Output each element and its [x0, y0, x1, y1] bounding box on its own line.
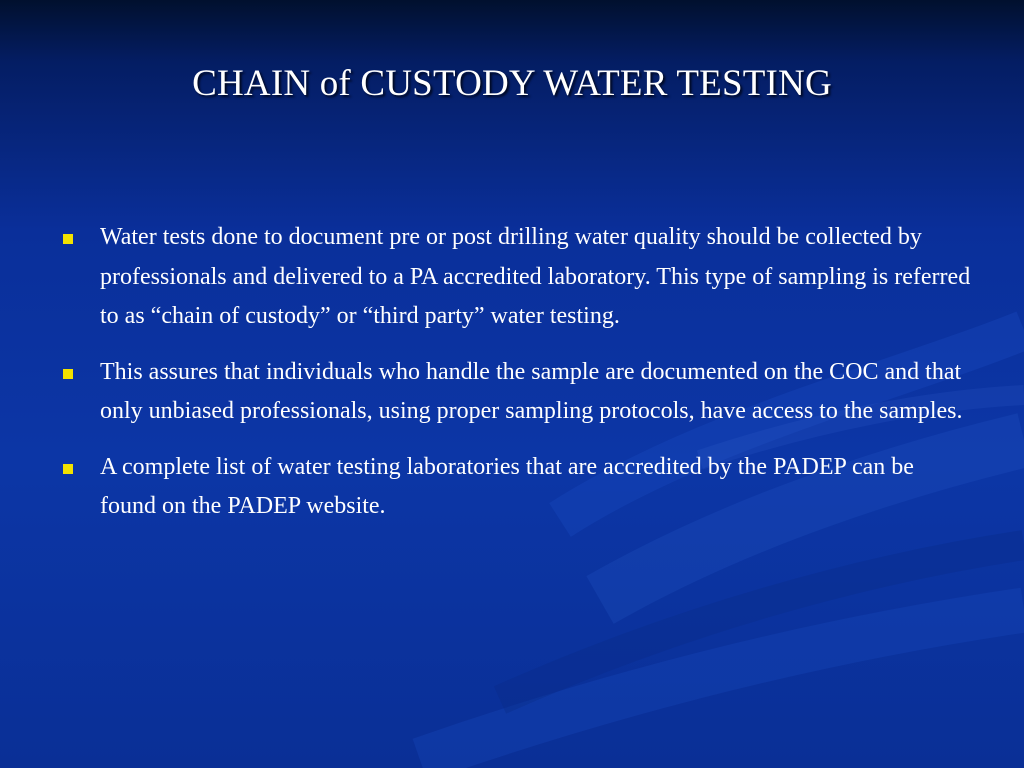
bullet-text: This assures that individuals who handle the sample are documented on the COC and that only unbiased professionals, using proper sampling protocols, have access to the samples. [100, 358, 963, 424]
bullet-text: Water tests done to document pre or post drilling water quality should be collected by professionals and delivered to a PA accredited laboratory. This type of sampling is referred to as “chain of custody” or “third party” water testing. [100, 224, 971, 329]
square-bullet-icon [63, 234, 73, 244]
slide-title: CHAIN of CUSTODY WATER TESTING [192, 63, 832, 104]
bullet-text: A complete list of water testing laboratories that are accredited by the PADEP can be found on the PADEP website. [100, 453, 914, 519]
bullet-list [62, 218, 972, 543]
bullet-item [62, 448, 972, 527]
bullet-item [62, 218, 972, 337]
square-bullet-icon [63, 369, 73, 379]
square-bullet-icon [63, 464, 73, 474]
bullet-item [62, 353, 972, 432]
